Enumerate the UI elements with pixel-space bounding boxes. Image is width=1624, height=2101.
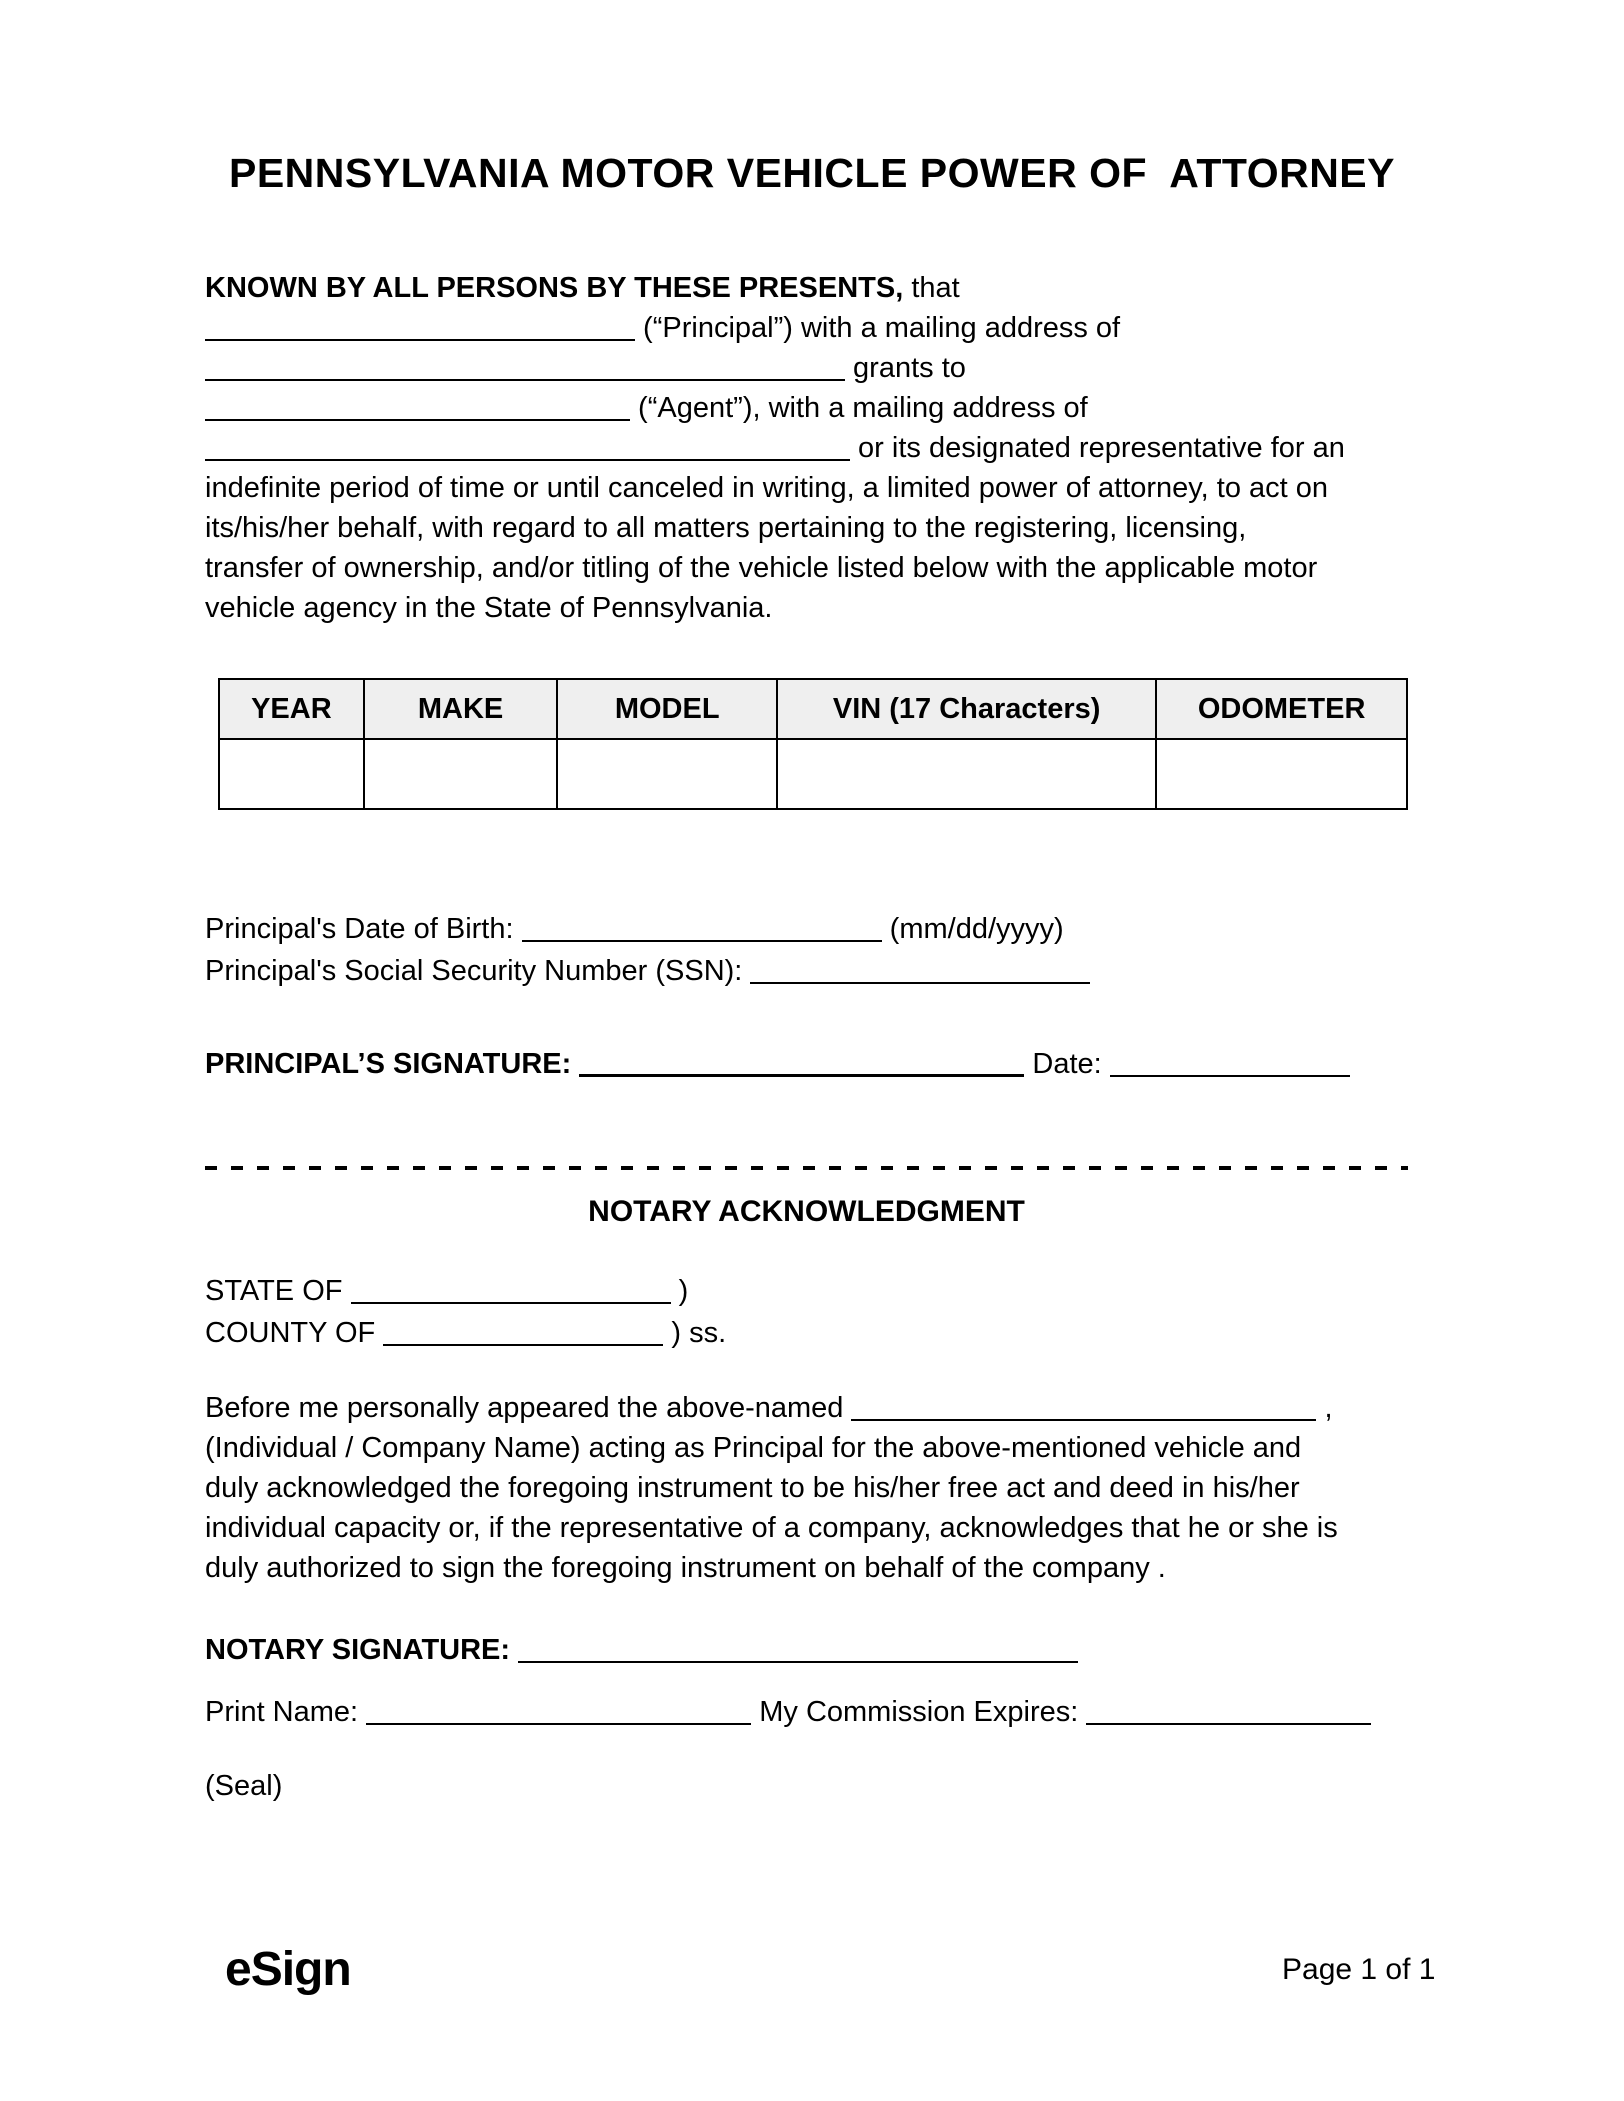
vehicle-year-cell[interactable] <box>219 739 364 809</box>
dob-label: Principal's Date of Birth: <box>205 913 522 945</box>
intro-paragraph <box>205 268 1415 628</box>
vehicle-table <box>218 678 1408 810</box>
ssn-label: Principal's Social Security Number (SSN): <box>205 955 751 987</box>
date-label: Date: <box>1024 1048 1110 1080</box>
state-of-label: STATE OF <box>205 1275 351 1307</box>
vehicle-col-vin: VIN (17 Characters) <box>777 679 1156 739</box>
county-ss-suffix: ) ss. <box>663 1317 727 1349</box>
notary-detail-line <box>205 1692 1415 1732</box>
vehicle-table-header-row <box>219 679 1407 739</box>
appeared-suffix: , <box>1316 1392 1333 1424</box>
print-name-field[interactable] <box>366 1723 751 1725</box>
vehicle-col-odometer: ODOMETER <box>1156 679 1407 739</box>
vehicle-model-cell[interactable] <box>557 739 777 809</box>
page-title: PENNSYLVANIA MOTOR VEHICLE POWER OF ATTORNEY <box>228 150 1395 196</box>
date-field[interactable] <box>1110 1075 1350 1077</box>
agent-name-field[interactable] <box>205 419 630 421</box>
agent-name-line <box>205 388 1415 428</box>
principal-signature-label: PRINCIPAL’S SIGNATURE: <box>205 1048 580 1080</box>
section-divider <box>205 1166 1408 1170</box>
principal-info <box>205 908 1415 992</box>
commission-expires-field[interactable] <box>1086 1723 1371 1725</box>
print-name-label: Print Name: <box>205 1696 367 1728</box>
vehicle-make-cell[interactable] <box>364 739 558 809</box>
agent-name-suffix: (“Agent”), with a mailing address of <box>630 392 1088 424</box>
notary-body-line: (Individual / Company Name) acting as Principal for the above-mentioned vehicle and <box>205 1432 1302 1464</box>
vehicle-col-year: YEAR <box>219 679 364 739</box>
principal-name-suffix: (“Principal”) with a mailing address of <box>635 312 1121 344</box>
county-of-line <box>205 1312 1415 1354</box>
esign-logo: eSign <box>225 1943 351 1996</box>
principal-address-field[interactable] <box>205 379 845 381</box>
notary-body-line: individual capacity or, if the representative of a company, acknowledges that he or she is <box>205 1512 1338 1544</box>
state-close-paren: ) <box>670 1275 689 1307</box>
agent-address-line <box>205 428 1415 468</box>
intro-body-line: indefinite period of time or until canceled in writing, a limited power of attorney, to act on <box>205 472 1328 504</box>
principal-address-suffix: grants to <box>845 352 966 384</box>
agent-address-field[interactable] <box>205 459 850 461</box>
principal-signature-field[interactable] <box>579 1074 1024 1077</box>
notary-signature-line <box>205 1630 1415 1670</box>
principal-signature-line <box>205 1044 1415 1084</box>
ssn-line <box>205 950 1415 992</box>
known-presents-lead: KNOWN BY ALL PERSONS BY THESE PRESENTS, <box>205 272 904 304</box>
principal-name-field[interactable] <box>205 339 635 341</box>
known-presents-rest: that <box>903 272 960 304</box>
notary-signature-field[interactable] <box>518 1661 1078 1663</box>
principal-name-line <box>205 308 1415 348</box>
intro-body-line: transfer of ownership, and/or titling of the vehicle listed below with the applicable motor <box>205 552 1318 584</box>
notary-body-line: duly acknowledged the foregoing instrument to be his/her free act and deed in his/her <box>205 1472 1300 1504</box>
known-presents-line <box>205 268 1415 308</box>
ssn-field[interactable] <box>750 982 1090 984</box>
agent-address-suffix: or its designated representative for an <box>850 432 1345 464</box>
appeared-name-field[interactable] <box>851 1419 1316 1421</box>
dob-line <box>205 908 1415 950</box>
state-of-line <box>205 1270 1415 1312</box>
notary-signature-label: NOTARY SIGNATURE: <box>205 1634 519 1666</box>
state-of-field[interactable] <box>351 1302 671 1304</box>
appeared-prefix: Before me personally appeared the above-named <box>205 1392 852 1424</box>
seal-line <box>205 1766 1415 1806</box>
vehicle-vin-cell[interactable] <box>777 739 1156 809</box>
vehicle-table-row <box>219 739 1407 809</box>
intro-body-line: vehicle agency in the State of Pennsylvania. <box>205 592 773 624</box>
intro-body-line: its/his/her behalf, with regard to all matters pertaining to the registering, licensing, <box>205 512 1247 544</box>
notary-heading: NOTARY ACKNOWLEDGMENT <box>588 1195 1025 1228</box>
notary-body-line: duly authorized to sign the foregoing instrument on behalf of the company . <box>205 1552 1166 1584</box>
notary-paragraph <box>205 1388 1415 1588</box>
seal-label: (Seal) <box>205 1770 283 1802</box>
dob-field[interactable] <box>522 940 882 942</box>
dob-format: (mm/dd/yyyy) <box>881 913 1064 945</box>
vehicle-odometer-cell[interactable] <box>1156 739 1407 809</box>
appeared-line <box>205 1388 1415 1428</box>
venue-block <box>205 1270 1415 1354</box>
vehicle-col-make: MAKE <box>364 679 558 739</box>
county-of-field[interactable] <box>383 1344 663 1346</box>
commission-label: My Commission Expires: <box>751 1696 1087 1728</box>
principal-address-line <box>205 348 1415 388</box>
county-of-label: COUNTY OF <box>205 1317 384 1349</box>
page-indicator: Page 1 of 1 <box>1282 1953 1436 1986</box>
vehicle-col-model: MODEL <box>557 679 777 739</box>
